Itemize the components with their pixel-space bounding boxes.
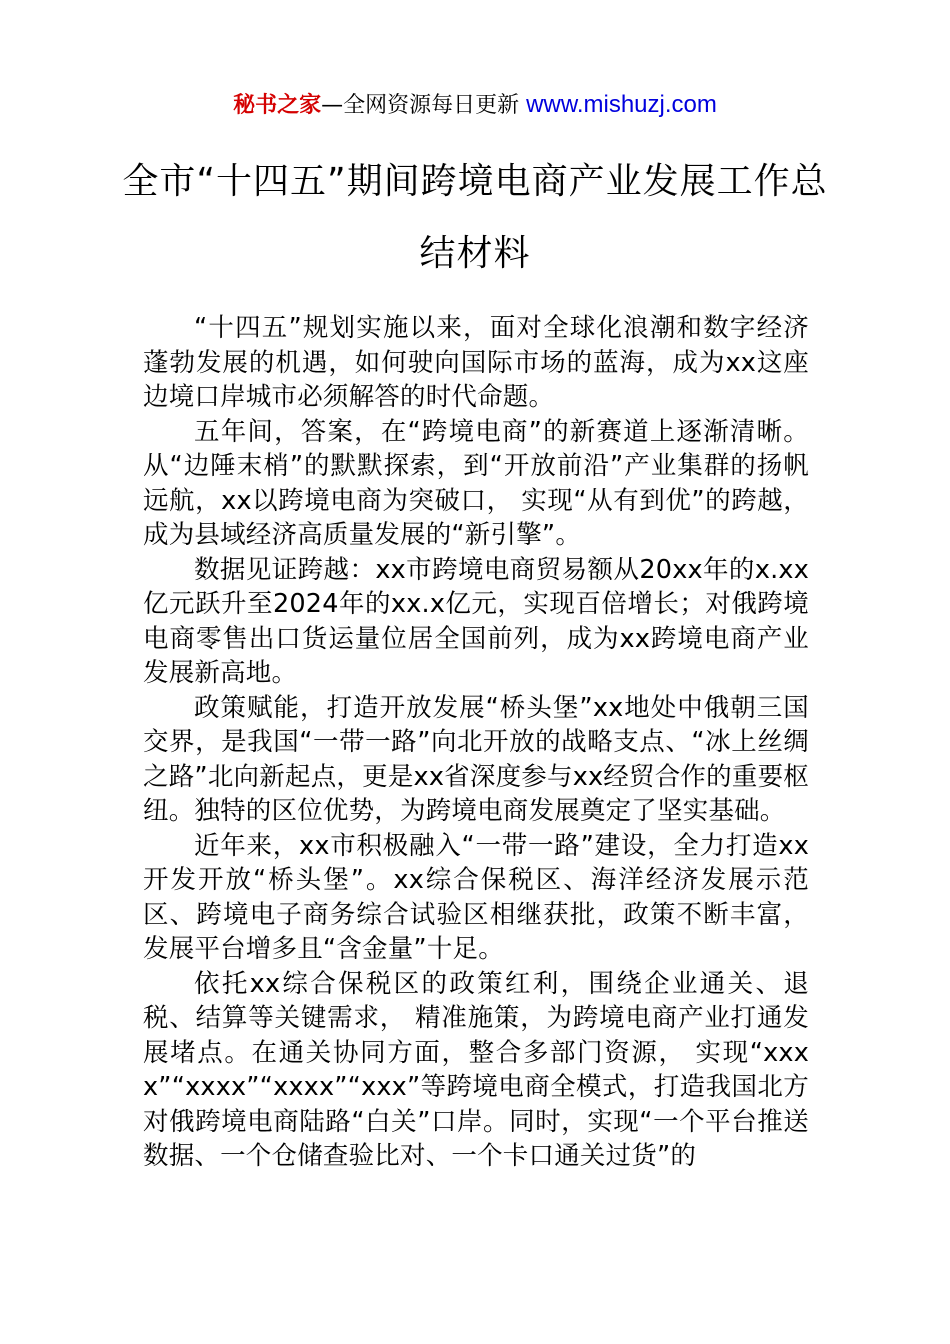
- paragraph-2: 五年间，答案，在“跨境电商”的新赛道上逐渐清晰。从“边陲末梢”的默默探索，到“开放前沿”产业集群的扬帆远航，xx以跨境电商为突破口， 实现“从有到优”的跨越，成为县域经济高质量发展的“新引擎”。: [143, 416, 809, 550]
- document-title: 全市“十四五”期间跨境电商产业发展工作总结材料: [122, 161, 828, 274]
- site-header: [0, 88, 950, 123]
- site-url-link[interactable]: www.mishuzj.com: [526, 91, 717, 118]
- paragraph-6: 依托xx综合保税区的政策红利，围绕企业通关、退税、结算等关键需求， 精准施策，为跨境电商产业打通发展堵点。在通关协同方面，整合多部门资源， 实现“xxxx”“xxxx”“xxxx”“xxx”等跨境电商全模式，打造我国北方对俄跨境电商陆路“白关”口岸。同时，实现“一个平台推送数据、一个仓储查验比对、一个卡口通关过货”的: [143, 968, 809, 1171]
- paragraph-3: 数据见证跨越：xx市跨境电商贸易额从20xx年的x.xx亿元跃升至2024年的xx.x亿元，实现百倍增长；对俄跨境电商零售出口货运量位居全国前列，成为xx跨境电商产业发展新高地。: [143, 554, 809, 688]
- document-body: [143, 311, 809, 1174]
- paragraph-1: “十四五”规划实施以来，面对全球化浪潮和数字经济蓬勃发展的机遇，如何驶向国际市场的蓝海，成为xx这座边境口岸城市必须解答的时代命题。: [143, 313, 809, 412]
- site-brand: 秘书之家: [233, 93, 322, 118]
- paragraph-4: 政策赋能，打造开放发展“桥头堡”xx地处中俄朝三国交界，是我国“一带一路”向北开放的战略支点、“冰上丝绸之路”北向新起点，更是xx省深度参与xx经贸合作的重要枢纽。独特的区位优势，为跨境电商发展奠定了坚实基础。: [143, 692, 809, 826]
- site-tagline: —全网资源每日更新: [321, 93, 520, 118]
- paragraph-5: 近年来，xx市积极融入“一带一路”建设，全力打造xx开发开放“桥头堡”。xx综合保税区、海洋经济发展示范区、跨境电子商务综合试验区相继获批，政策不断丰富，发展平台增多且“含金量”十足。: [143, 830, 809, 964]
